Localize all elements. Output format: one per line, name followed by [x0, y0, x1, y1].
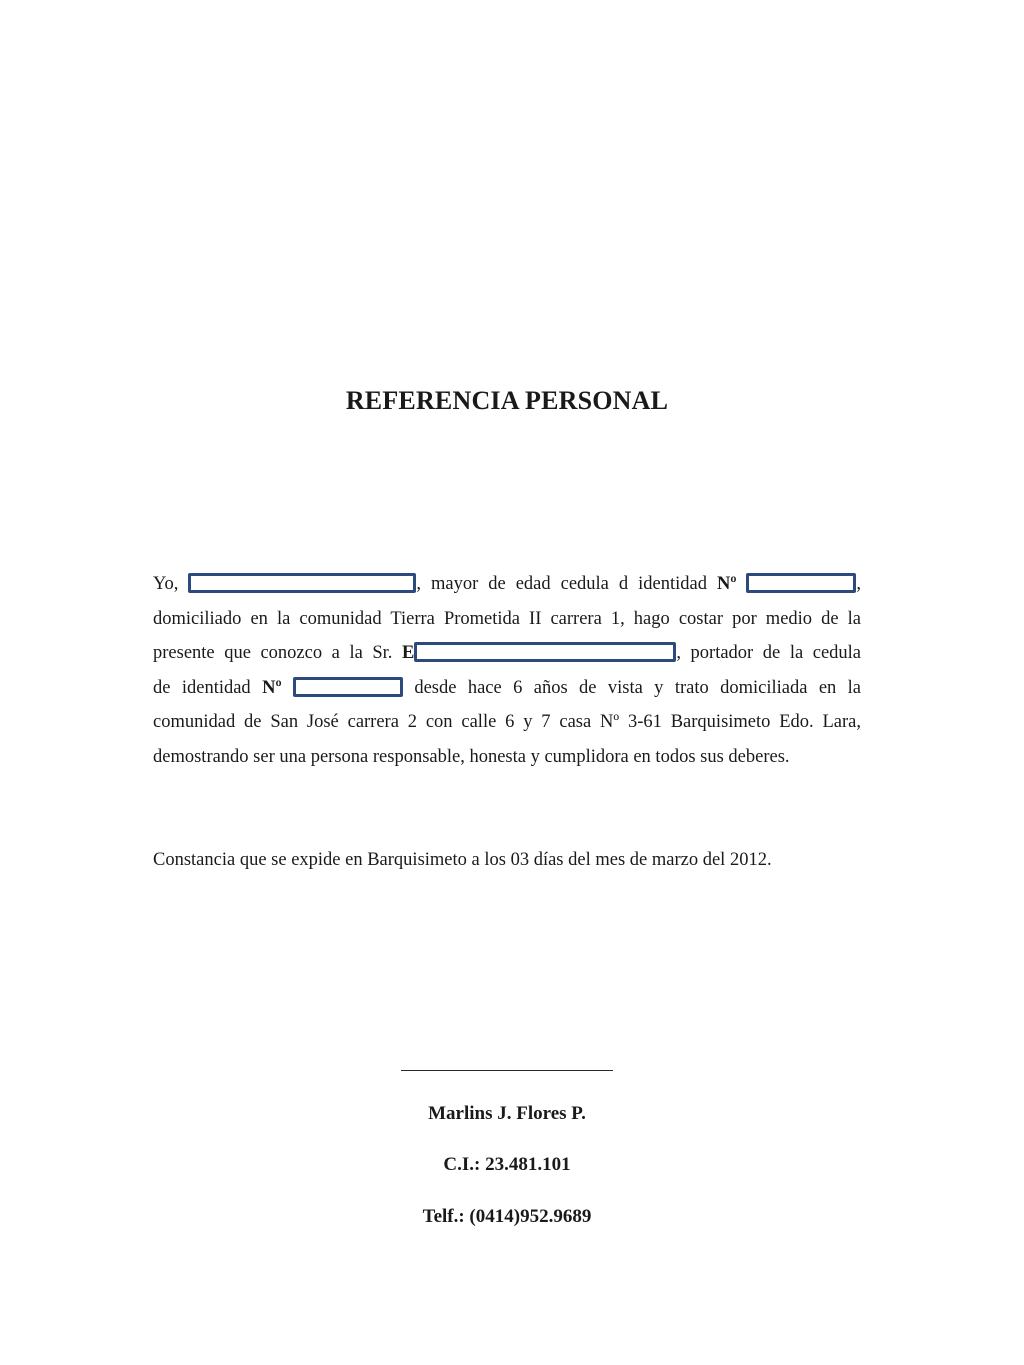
signatory-phone: Telf.: (0414)952.9689: [422, 1206, 592, 1227]
text-segment: Yo,: [153, 574, 179, 594]
paragraph-line-5: comunidad de San José carrera 2 con calle 6 y 7 casa Nº 3-61 Barquisimeto Edo. Lara,: [153, 712, 861, 733]
text-segment: presente que conozco a la Sr.: [153, 643, 393, 664]
redacted-name-box: [188, 573, 416, 593]
paragraph-line-4: [153, 671, 861, 706]
document-title: REFERENCIA PERSONAL: [345, 386, 669, 415]
redacted-id-box: [746, 573, 856, 593]
redacted-name-box: [414, 642, 676, 662]
signatory-name: Marlins J. Flores P.: [428, 1103, 586, 1124]
number-label: Nº: [262, 677, 282, 698]
paragraph-line-6: demostrando ser una persona responsable, honesta y cumplidora en todos sus deberes.: [153, 746, 790, 767]
name-initial: E: [402, 643, 415, 664]
signature-line: [401, 1070, 613, 1071]
constancia-text: Constancia que se expide en Barquisimeto a los 03 días del mes de marzo del 2012.: [153, 850, 772, 870]
reference-paragraph: [153, 567, 861, 775]
text-segment: de identidad: [153, 677, 251, 698]
text-segment: , mayor de edad cedula d identidad: [416, 574, 707, 594]
paragraph-line-3: [153, 636, 861, 671]
number-label: Nº: [716, 574, 737, 594]
signatory-id: C.I.: 23.481.101: [443, 1154, 571, 1175]
text-segment: , portador de la cedula: [676, 643, 862, 664]
paragraph-line-1: [153, 567, 861, 602]
redacted-id-box: [293, 677, 403, 697]
text-segment: ,: [856, 574, 862, 594]
paragraph-line-2: domiciliado en la comunidad Tierra Prometida II carrera 1, hago costar por medio de la: [153, 608, 861, 629]
text-segment: desde hace 6 años de vista y trato domiciliada en la: [414, 677, 862, 698]
